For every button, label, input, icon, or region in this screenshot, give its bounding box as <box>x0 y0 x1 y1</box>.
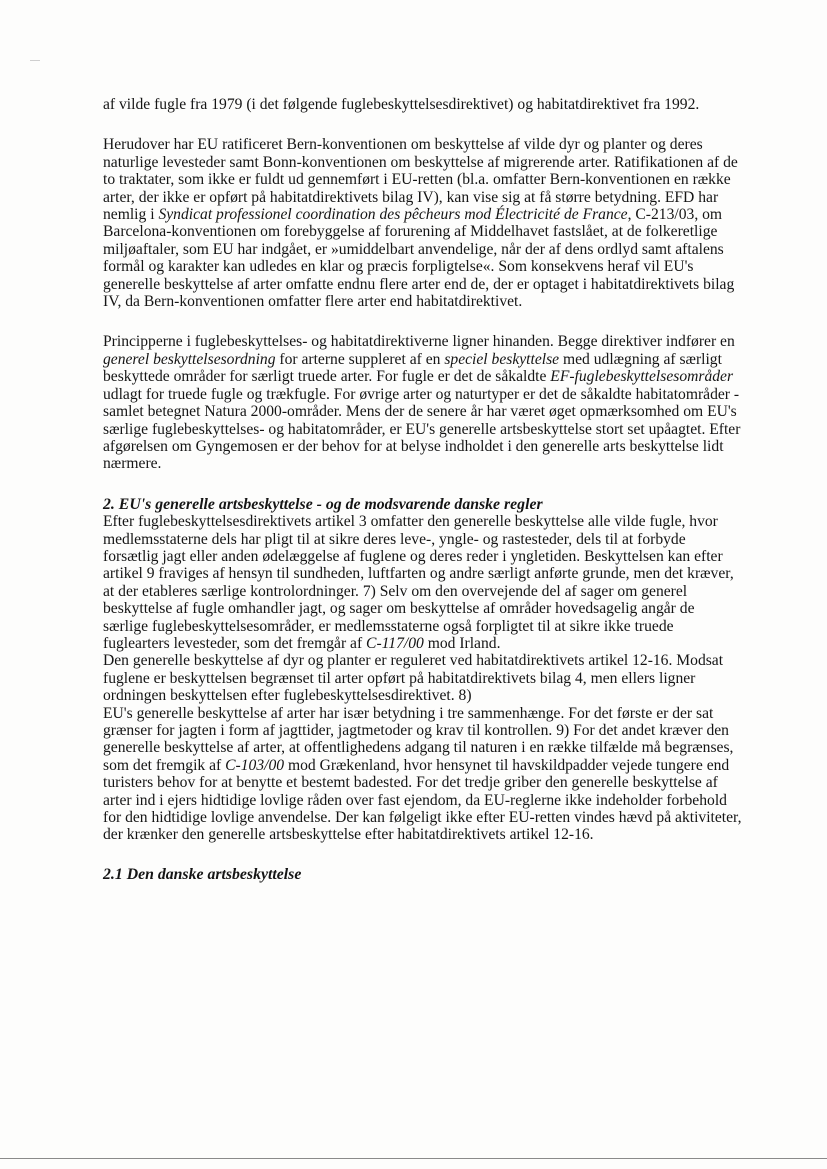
text-run: Efter fuglebeskyttelsesdirektivets artikel 3 omfatter den generelle beskyttelse alle vilde fugle, hvor medlemsstaterne dels har pligt til at sikre deres leve-, yngle- og rastesteder, dels til at forbyde forsætlig jagt eller anden ødelæggelse af fuglene og deres reder i yngletiden. Beskyttelsen kan efter artikel 9 fraviges af hensyn til sundheden, luftfarten og andre særligt anførte grunde, men det kræver, at der etableres særlige kontrolordninger. 7) Selv om den overvejende del af sager om generel beskyttelse af fugle omhandler jagt, og sager om beskyttelse af områder hovedsagelig angår de særlige fuglebeskyttelsesområder, er medlemsstaterne også forpligtet til at sikre ikke truede fuglearters levesteder, som det fremgår af <box>103 513 734 652</box>
scan-mark <box>30 60 40 61</box>
italic-text: C-117/00 <box>366 634 424 652</box>
italic-text: EF-fuglebeskyttelsesområder <box>550 368 734 386</box>
paragraph <box>103 333 743 472</box>
text-run: , C-213/03, om Barcelona-konventionen om forebyggelse af forurening af Middelhavet fastslået, at de folkeretlige miljøaftaler, som EU har indgået, er »umiddelbart anvendelige, når der af dens ordlyd samt aftalens formål og karakter kan udledes en klar og præcis forpligtelse«. Som konsekvens heraf vil EU's generelle beskyttelse af arter omfatte endnu flere arter end de, der er optaget i habitatdirektivets bilag IV, da Bern-konventionen omfatter flere arter end habitatdirektivet. <box>103 206 735 311</box>
paragraph <box>103 136 743 310</box>
text-run: mod Irland. <box>423 634 501 652</box>
text-run: Herudover har EU ratificeret Bern-konventionen om beskyttelse af vilde dyr og planter og deres naturlige levesteder samt Bonn-konventionen om beskyttelse af migrerende arter. Ratifikationen af de to traktater, som ikke er fuldt ud gennemført i EU-retten (bl.a. omfatter Bern-konventionen en række arter, der ikke er opført på habitatdirektivets bilag IV), kan vise sig at få større betydning. EFD har nemlig i <box>103 136 738 224</box>
text-run: for arterne suppleret af en <box>275 350 445 368</box>
page-bottom-rule <box>0 1158 827 1159</box>
italic-text: Syndicat professionel coordination des pêcheurs mod Électricité de France <box>158 206 628 224</box>
section-2-body <box>103 513 743 844</box>
paragraph <box>103 705 743 844</box>
italic-text: speciel beskyttelse <box>444 350 560 368</box>
italic-text: generel beskyttelsesordning <box>103 350 276 368</box>
italic-text: C-103/00 <box>225 756 285 774</box>
document-body <box>103 96 743 883</box>
section-2-heading: 2. EU's generelle artsbeskyttelse - og de modsvarende danske regler <box>103 495 543 513</box>
paragraph <box>103 652 743 704</box>
text-run: Principperne i fuglebeskyttelses- og habitatdirektiverne ligner hinanden. Begge direktiver indfører en <box>103 333 735 351</box>
text-run: udlagt for truede fugle og trækfugle. For øvrige arter og naturtyper er det de såkaldte habitatområder - samlet betegnet Natura 2000-områder. Mens der de senere år har været øget opmærksomhed om EU's særlige fuglebeskyttelses- og habitatområder, er EU's generelle artsbeskyttelse stort set upåagtet. Efter afgørelsen om Gyngemosen er der behov for at belyse indholdet i den generelle arts beskyttelse lidt nærmere. <box>103 385 741 473</box>
paragraph <box>103 513 743 652</box>
text-run: med udlægning af særligt beskyttede områder for særligt truede arter. For fugle er det de såkaldte <box>103 350 722 386</box>
intro-section <box>103 96 743 473</box>
paragraph <box>103 96 743 113</box>
text-run: mod Grækenland, hvor hensynet til havskildpadder vejede tungere end turisters behov for at benytte et bestemt badested. For det tredje griber den generelle beskyttelse af arter ind i ejers hidtidige lovlige råden over fast ejendom, da EU-reglerne ikke indeholder forbehold for den hidtidige lovlige anvendelse. Der kan følgeligt ikke efter EU-retten vindes hævd på aktiviteter, der krænker den generelle artsbeskyttelse efter habitatdirektivets artikel 12-16. <box>103 756 742 844</box>
text-run: Den generelle beskyttelse af dyr og planter er reguleret ved habitatdirektivets artikel 12-16. Modsat fuglene er beskyttelsen begrænset til arter opført på habitatdirektivets bilag 4, men ellers ligner ordningen beskyttelsen efter fuglebeskyttelsesdirektivet. 8) <box>103 652 724 705</box>
text-run: EU's generelle beskyttelse af arter har især betydning i tre sammenhænge. For det første er der sat grænser for jagten i form af jagttider, jagtmetoder og krav til kontrollen. 9) For det andet kræver den generelle beskyttelse af arter, at offentlighedens adgang til naturen i en række tilfælde må begrænses, som det fremgik af <box>103 704 734 774</box>
section-2-1-heading: 2.1 Den danske artsbeskyttelse <box>103 865 302 883</box>
text-run: af vilde fugle fra 1979 (i det følgende fuglebeskyttelsesdirektivet) og habitatdirektivet fra 1992. <box>103 96 700 113</box>
